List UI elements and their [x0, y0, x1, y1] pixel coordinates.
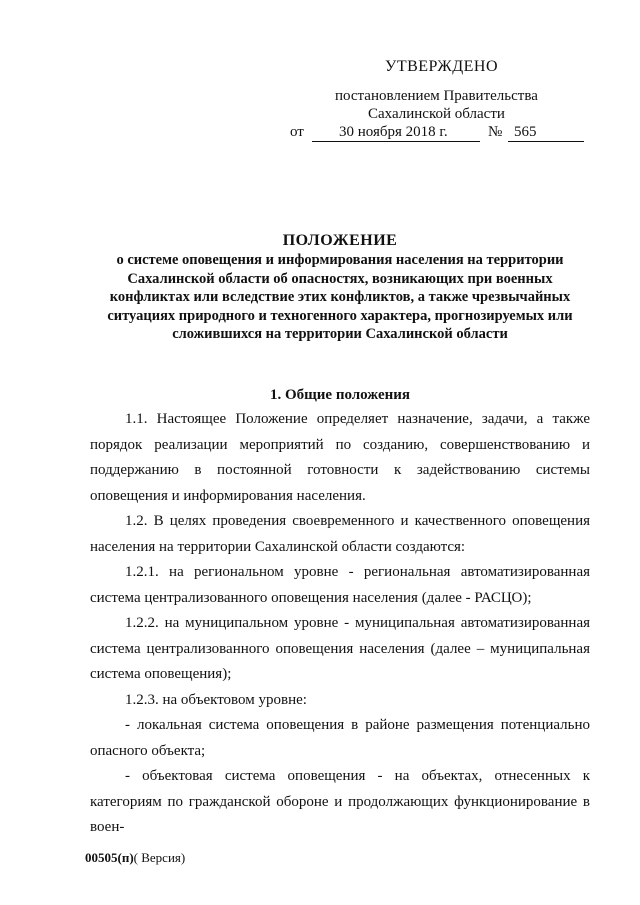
approval-number: 565	[514, 124, 537, 140]
subtitle-line: Сахалинской области об опасностях, возникающих при военных	[127, 270, 553, 287]
subtitle-line: о системе оповещения и информирования населения на территории	[116, 252, 564, 268]
footer	[85, 850, 185, 866]
list-item-local-system: - локальная система оповещения в районе размещения потенциально опасного объекта;	[90, 717, 590, 759]
paragraph-1-1: 1.1. Настоящее Положение определяет назначение, задачи, а также порядок реализации мероприятий по созданию, совершенствованию и поддержанию в постоянной готовности к задействованию системы оповещения и информирования населения.	[90, 411, 590, 504]
number-label: №	[488, 124, 503, 140]
paragraph-1-2-1: 1.2.1. на региональном уровне - региональная автоматизированная система централизованного оповещения населения (далее - РАСЦО);	[90, 564, 590, 606]
subtitle-line: конфликтах или вследствие этих конфликтов, а также чрезвычайных	[109, 289, 571, 305]
document-version: ( Версия)	[133, 850, 186, 865]
approval-heading: УТВЕРЖДЕНО	[385, 58, 499, 75]
approval-region-line: Сахалинской области	[368, 106, 505, 122]
document-title: ПОЛОЖЕНИЕ	[282, 232, 398, 249]
paragraph-1-2-2: 1.2.2. на муниципальном уровне - муниципальная автоматизированная система централизованного оповещения населения (далее – муниципальная система оповещения);	[90, 615, 590, 682]
approval-date-line	[290, 124, 590, 144]
document-subtitle	[90, 251, 590, 344]
number-field	[508, 124, 584, 142]
from-label: от	[290, 124, 304, 140]
date-field	[312, 124, 480, 142]
section-body	[90, 407, 590, 841]
approval-date: 30 ноября 2018 г.	[339, 124, 448, 140]
subtitle-line: ситуациях природного и техногенного характера, прогнозируемых или	[107, 307, 573, 324]
subtitle-line: сложившихся на территории Сахалинской области	[172, 326, 508, 342]
paragraph-1-2-3: 1.2.3. на объектовом уровне:	[125, 691, 307, 708]
section-heading: 1. Общие положения	[269, 387, 411, 403]
document-title-block	[90, 231, 590, 344]
list-item-object-system: - объектовая система оповещения - на объектах, отнесенных к категориям по гражданской обороне и продолжающих функционирование в воен-	[90, 768, 590, 835]
paragraph-1-2: 1.2. В целях проведения своевременного и качественного оповещения населения на территории Сахалинской области создаются:	[90, 513, 590, 555]
document-code: 00505(п)	[85, 850, 134, 865]
approval-authority-line: постановлением Правительства	[335, 88, 538, 104]
